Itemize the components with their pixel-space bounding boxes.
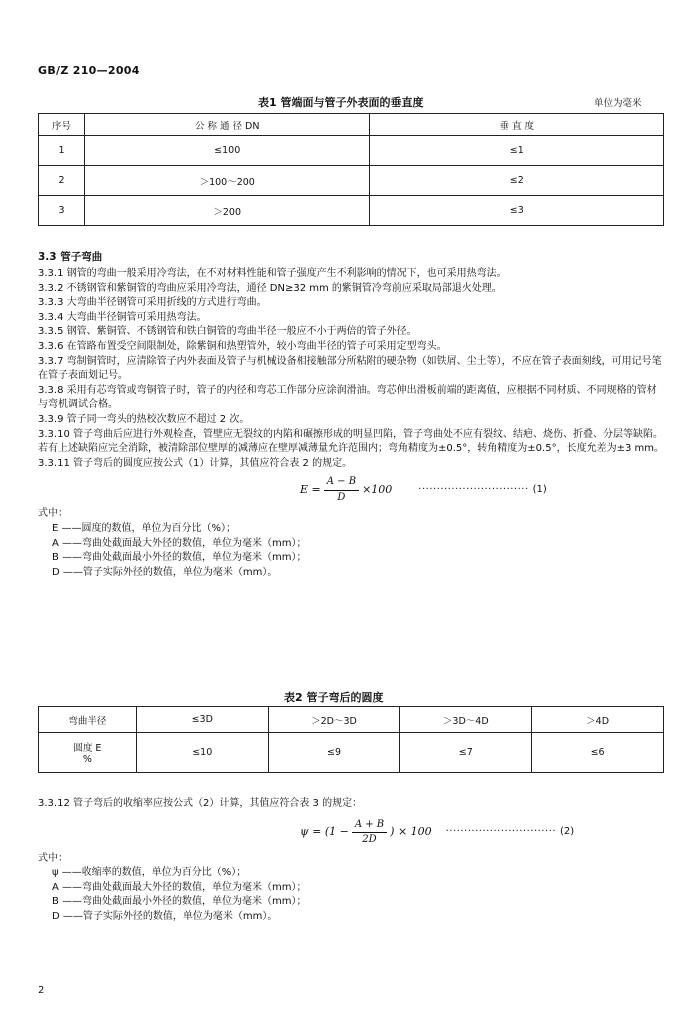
table2-row-label-line1: 圆度 E [73,743,102,754]
formula-1-label: (1) [532,484,547,496]
where-1-item: E ——圆度的数值，单位为百分比（%）； [52,522,236,534]
table2 [38,706,664,773]
formula-1-leader-dots: ······························ [418,484,529,496]
document-header: GB/Z 210—2004 [38,64,140,77]
table-cell: ≤2 [370,166,664,196]
table-cell: ≤10 [136,733,268,773]
table-row [39,196,664,226]
table2-header: ≤3D [136,707,268,733]
table-cell: ≤6 [532,733,664,773]
formula-2-denominator: 2D [362,834,377,846]
where-2-item: B ——弯曲处截面最小外径的数值，单位为毫米（mm）； [52,896,307,908]
table-cell: 1 [39,136,85,166]
table-cell: ≤100 [84,136,370,166]
formula-2-expression [300,818,432,848]
table1-col-dn: 公 称 通 径 DN [84,114,370,136]
formula-2-tail: ) × 100 [390,825,432,839]
formula-2-fraction [352,818,387,848]
table2-header: ＞4D [532,707,664,733]
formula-2-leader-dots: ······························ [445,826,557,838]
table2-caption: 表2 管子弯后的圆度 [284,691,384,704]
section-body [38,267,666,580]
table-row [39,733,664,773]
table-cell: ＞100～200 [84,166,370,196]
where-2-item: A ——弯曲处截面最大外径的数值，单位为毫米（mm）； [52,881,307,893]
table-cell: 2 [39,166,85,196]
table1-caption: 表1 管端面与管子外表面的垂直度 [258,96,424,109]
section-body-continued [38,797,666,925]
table-cell: ≤9 [268,733,400,773]
table-cell: ≤1 [370,136,664,166]
clause-3-3-3: 3.3.3 大弯曲半径钢管可采用折线的方式进行弯曲。 [38,297,267,309]
table1 [38,113,664,226]
table2-row-label [39,733,137,773]
where-2-item: D ——管子实际外径的数值，单位为毫米（mm）。 [52,910,278,922]
table1-col-perpendicularity: 垂 直 度 [370,114,664,136]
page-number: 2 [38,985,45,996]
table2-header-bend-radius: 弯曲半径 [39,707,137,733]
where-1-item: A ——弯曲处截面最大外径的数值，单位为毫米（mm）； [52,537,307,549]
where-1-intro: 式中： [38,508,68,520]
formula-1-tail: ×100 [362,483,393,497]
table2-header-row [39,707,664,733]
table-cell: ＞200 [84,196,370,226]
clause-3-3-2: 3.3.2 不锈钢管和紫铜管的弯曲应采用冷弯法，通径 DN≥32 mm 的紫铜管冷弯前应采取局部退火处理。 [38,282,502,294]
table-cell: ≤7 [400,733,532,773]
clause-3-3-7: 3.3.7 弯制铜管时，应清除管子内外表面及管子与机械设备相接触部分所粘附的硬杂物（如铁屑、尘土等），不应在管子表面刻线，可用记号笔在管子表面划记号。 [38,355,662,382]
clause-3-3-8: 3.3.8 采用有芯弯管或弯铜管子时，管子的内径和弯芯工作部分应涂润滑油。弯芯伸出滑板前端的距离值，应根据不同材质、不同规格的管材与弯机调试合格。 [38,384,657,411]
table-cell: 3 [39,196,85,226]
table2-header: ＞2D～3D [268,707,400,733]
formula-1 [38,473,666,507]
table2-row-label-line2: % [82,754,92,765]
where-1-item: B ——弯曲处截面最小外径的数值，单位为毫米（mm）； [52,552,307,564]
formula-1-fraction [324,475,359,505]
table1-header-row [39,114,664,136]
table-row [39,136,664,166]
formula-2 [38,814,666,852]
formula-2-numerator: A + B [352,818,387,834]
where-2-intro: 式中： [38,852,68,864]
clause-3-3-1: 3.3.1 钢管的弯曲一般采用冷弯法，在不对材料性能和管子强度产生不利影响的情况下，也可采用热弯法。 [38,268,507,279]
formula-1-expression [300,475,392,505]
table1-unit: 单位为毫米 [594,98,642,109]
table2-header: ＞3D～4D [400,707,532,733]
formula-1-denominator: D [337,491,346,503]
clause-3-3-5: 3.3.5 钢管、紫铜管、不锈钢管和铁白铜管的弯曲半径一般应不小于两倍的管子外径。 [38,326,417,338]
table-cell: ≤3 [370,196,664,226]
formula-2-label: (2) [560,826,575,838]
clause-3-3-10: 3.3.10 管子弯曲后应进行外观检查，管壁应无裂纹的内陷和碾擦形成的明显凹陷，管子弯曲处不应有裂纹、结疤、烧伤、折叠、分层等缺陷。若有上述缺陷应完全消除，被清除部位壁厚的减薄应在壁厚减薄量允许范围内；弯角精度为±0.5°，转角精度为±0.5°，长度允差为±3 mm。 [38,428,664,455]
clause-3-3-4: 3.3.4 大弯曲半径铜管可采用热弯法。 [38,311,207,323]
clause-3-3-12: 3.3.12 管子弯后的收缩率应按公式（2）计算，其值应符合表 3 的规定： [38,798,363,809]
clause-3-3-6: 3.3.6 在管路布置受空间限制处，除紫铜和热塑管外，较小弯曲半径的管子可采用定型弯头。 [38,340,447,352]
table-row [39,166,664,196]
where-1-item: D ——管子实际外径的数值，单位为毫米（mm）。 [52,566,278,578]
clause-3-3-11: 3.3.11 管子弯后的圆度应按公式（1）计算，其值应符合表 2 的规定。 [38,457,353,469]
section-heading: 3.3 管子弯曲 [38,251,103,263]
where-2-item: ψ ——收缩率的数值，单位为百分比（%）； [52,867,247,879]
formula-1-lhs: E = [300,483,321,497]
formula-1-numerator: A − B [324,475,359,491]
formula-2-lhs: ψ = (1 − [300,825,349,839]
table1-col-index: 序号 [39,114,85,136]
clause-3-3-9: 3.3.9 管子同一弯头的热校次数应不超过 2 次。 [38,413,250,425]
